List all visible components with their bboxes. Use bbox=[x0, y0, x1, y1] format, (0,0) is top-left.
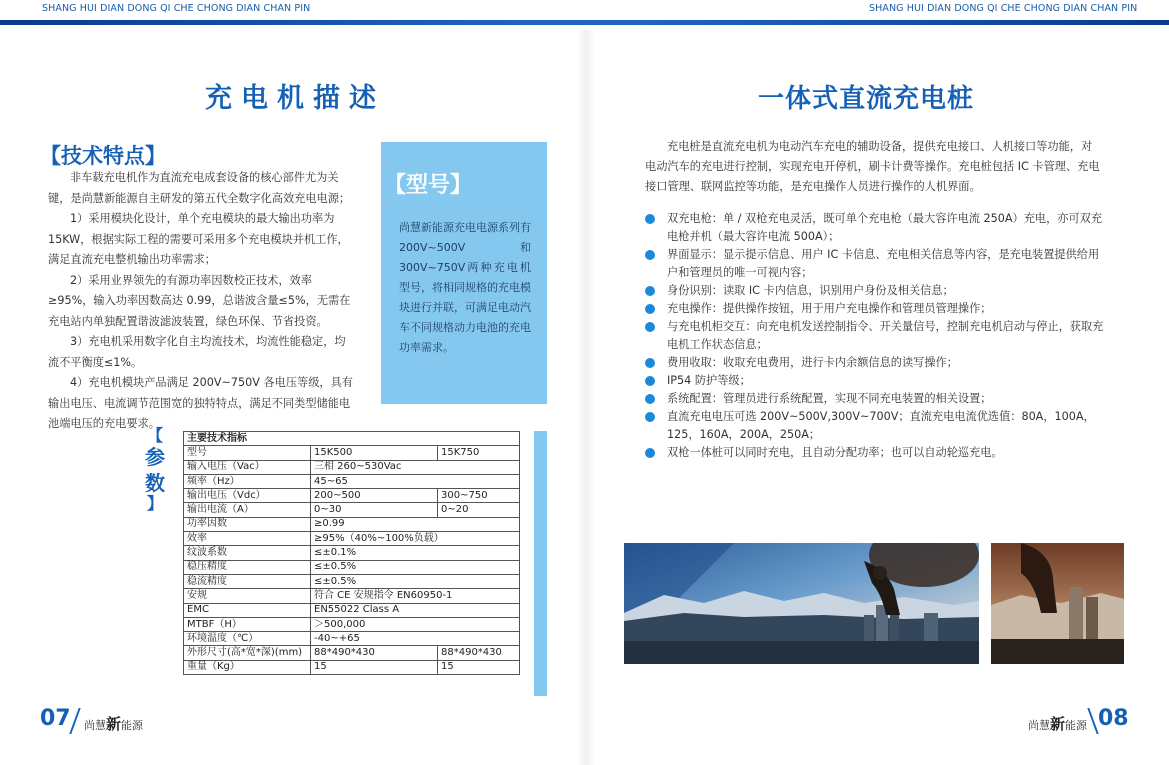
params-char: 参 bbox=[145, 445, 165, 469]
brand-part: 尚慧 bbox=[1028, 719, 1050, 732]
spec-value: ≥95%（40%~100%负载） bbox=[311, 532, 520, 546]
feature-item bbox=[645, 390, 1105, 408]
spec-value: 45~65 bbox=[311, 474, 520, 488]
spec-table-title: 主要技术指标 bbox=[184, 432, 520, 446]
city-chess-photo-art bbox=[624, 543, 979, 664]
feature-item bbox=[645, 354, 1105, 372]
feature-text: 界面显示：显示提示信息、用户 IC 卡信息、充电相关信息等内容，是充电装置提供给用户和管理员的唯一可视内容； bbox=[667, 248, 1100, 279]
brand-part: 新 bbox=[1050, 715, 1066, 733]
feature-item bbox=[645, 444, 1105, 462]
right-footer-slash bbox=[1087, 708, 1098, 734]
feature-list bbox=[645, 210, 1105, 462]
spec-label: 重量（Kg） bbox=[184, 660, 311, 674]
feature-text: 充电操作：提供操作按钮，用于用户充电操作和管理员管理操作； bbox=[667, 302, 992, 315]
spec-row bbox=[184, 632, 520, 646]
spec-value-alt: 0~20 bbox=[438, 503, 520, 517]
bullet-dot-icon bbox=[645, 250, 655, 260]
feature-item bbox=[645, 372, 1105, 390]
spec-row bbox=[184, 589, 520, 603]
spec-value-alt: 88*490*430 bbox=[438, 646, 520, 660]
spec-row bbox=[184, 532, 520, 546]
tech-paragraph: 2）采用业界领先的有源功率因数校正技术，效率≥95%，输入功率因数高达 0.99，总谐波含量≤5%，无需在充电站内单独配置谐波滤波装置，绿色环保、节省投资。 bbox=[48, 273, 351, 328]
bullet-dot-icon bbox=[645, 304, 655, 314]
bullet-dot-icon bbox=[645, 412, 655, 422]
spec-row bbox=[184, 546, 520, 560]
right-footer-brand bbox=[1028, 713, 1087, 734]
spec-value: ＞500,000 bbox=[311, 617, 520, 631]
spec-label: MTBF（H） bbox=[184, 617, 311, 631]
spec-value: 符合 CE 安规指令 EN60950-1 bbox=[311, 589, 520, 603]
bullet-dot-icon bbox=[645, 214, 655, 224]
feature-text: IP54 防护等级； bbox=[667, 374, 751, 387]
feature-text: 直流充电电压可选 200V~500V,300V~700V；直流充电电流优选值：80A，100A，125，160A，200A，250A； bbox=[667, 410, 1095, 441]
params-char: 数 bbox=[145, 471, 165, 495]
spec-label: EMC bbox=[184, 603, 311, 617]
spec-value: ≤±0.5% bbox=[311, 560, 520, 574]
spec-label: 输入电压（Vac） bbox=[184, 460, 311, 474]
bullet-dot-icon bbox=[645, 394, 655, 404]
spec-value: ≤±0.1% bbox=[311, 546, 520, 560]
tech-paragraph: 4）充电机模块产品满足 200V~750V 各电压等级，具有输出电压、电流调节范围宽的独特特点，满足不同类型储能电池端电压的充电要求。 bbox=[48, 376, 353, 430]
feature-item bbox=[645, 210, 1105, 246]
header-pinyin-left: SHANG HUI DIAN DONG QI CHE CHONG DIAN CHAN PIN bbox=[42, 3, 311, 14]
feature-item bbox=[645, 300, 1105, 318]
city-closeup-photo bbox=[991, 543, 1124, 664]
right-page-number: 08 bbox=[1098, 706, 1129, 731]
left-footer-brand bbox=[84, 713, 143, 734]
bullet-dot-icon bbox=[645, 358, 655, 368]
feature-text: 身份识别：读取 IC 卡内信息，识别用户身份及相关信息； bbox=[667, 284, 954, 297]
params-bracket-close: 】 bbox=[146, 494, 163, 513]
spec-label: 功率因数 bbox=[184, 517, 311, 531]
brand-part: 新 bbox=[106, 715, 122, 733]
page-fold-shadow bbox=[578, 30, 594, 765]
spec-row bbox=[184, 517, 520, 531]
spec-value: 15K500 bbox=[311, 446, 438, 460]
feature-item bbox=[645, 318, 1105, 354]
feature-item bbox=[645, 282, 1105, 300]
brand-part: 能源 bbox=[121, 719, 144, 732]
spec-label: 效率 bbox=[184, 532, 311, 546]
tech-paragraph: 3）充电机采用数字化自主均流技术，均流性能稳定，均流不平衡度≤1%。 bbox=[48, 335, 346, 369]
spec-row bbox=[184, 560, 520, 574]
params-vertical-heading bbox=[142, 428, 168, 512]
spec-label: 稳压精度 bbox=[184, 560, 311, 574]
spec-label: 纹波系数 bbox=[184, 546, 311, 560]
spec-label: 稳流精度 bbox=[184, 574, 311, 588]
spec-label: 外形尺寸(高*宽*深)(mm) bbox=[184, 646, 311, 660]
right-page-title: 一体式直流充电桩 bbox=[758, 84, 975, 114]
spec-table-title-row bbox=[184, 432, 520, 446]
spec-value: 0~30 bbox=[311, 503, 438, 517]
spec-row bbox=[184, 603, 520, 617]
model-heading: 【型号】 bbox=[384, 173, 473, 198]
spec-table bbox=[183, 431, 520, 675]
feature-text: 系统配置：管理员进行系统配置，实现不同充电装置的相关设置； bbox=[667, 392, 992, 405]
spec-row bbox=[184, 474, 520, 488]
bullet-dot-icon bbox=[645, 448, 655, 458]
bullet-dot-icon bbox=[645, 376, 655, 386]
spec-value: ≥0.99 bbox=[311, 517, 520, 531]
feature-text: 与充电机柜交互：向充电机发送控制指令、开关量信号，控制充电机启动与停止，获取充电机工作状态信息； bbox=[667, 320, 1104, 351]
feature-item bbox=[645, 246, 1105, 282]
spec-value-alt: 300~750 bbox=[438, 489, 520, 503]
spec-label: 输出电压（Vdc） bbox=[184, 489, 311, 503]
bullet-dot-icon bbox=[645, 322, 655, 332]
spec-value: 三相 260~530Vac bbox=[311, 460, 520, 474]
spec-label: 输出电流（A） bbox=[184, 503, 311, 517]
header-pinyin-right: SHANG HUI DIAN DONG QI CHE CHONG DIAN CHAN PIN bbox=[869, 3, 1138, 14]
feature-text: 双枪一体桩可以同时充电，且自动分配功率；也可以自动轮巡充电。 bbox=[667, 446, 1003, 459]
tech-paragraph: 非车载充电机作为直流充电成套设备的核心部件尤为关键，是尚慧新能源自主研发的第五代全数字化高效充电电源； bbox=[48, 171, 351, 205]
feature-text: 费用收取：收取充电费用，进行卡内余额信息的读写操作； bbox=[667, 356, 958, 369]
header-bar bbox=[0, 20, 1169, 25]
params-bracket-open: 【 bbox=[146, 426, 163, 445]
brand-part: 能源 bbox=[1065, 719, 1088, 732]
pile-intro: 充电桩是直流充电机为电动汽车充电的辅助设备，提供充电接口、人机接口等功能，对电动汽车的充电进行控制，实现充电开停机，刷卡计费等操作。充电桩包括 IC 卡管理、充电接口管理、联网监控等功能，是充电操作人员进行操作的人机界面。 bbox=[645, 140, 1100, 193]
spec-row bbox=[184, 460, 520, 474]
spec-value: 88*490*430 bbox=[311, 646, 438, 660]
spec-row bbox=[184, 617, 520, 631]
tech-features-text bbox=[48, 168, 354, 435]
spec-row bbox=[184, 660, 520, 674]
spec-value: ≤±0.5% bbox=[311, 574, 520, 588]
tech-features-heading: 【技术特点】 bbox=[40, 144, 166, 168]
model-text: 尚慧新能源充电电源系列有200V~500V和300V~750V两种充电机型号，将相同规格的充电模块进行并联，可满足电动汽车不同规格动力电池的充电功率需求。 bbox=[399, 221, 531, 354]
spec-row bbox=[184, 489, 520, 503]
spec-row bbox=[184, 503, 520, 517]
spec-label: 型号 bbox=[184, 446, 311, 460]
spec-value: 15 bbox=[311, 660, 438, 674]
spec-value: -40~+65 bbox=[311, 632, 520, 646]
spec-value: 200~500 bbox=[311, 489, 438, 503]
spec-label: 安规 bbox=[184, 589, 311, 603]
city-chess-photo bbox=[624, 543, 979, 664]
tech-paragraph: 1）采用模块化设计，单个充电模块的最大输出功率为15KW，根据实际工程的需要可采用多个充电模块并机工作，满足直流充电整机输出功率需求； bbox=[48, 212, 349, 266]
feature-item bbox=[645, 408, 1105, 444]
brand-part: 尚慧 bbox=[84, 719, 106, 732]
spec-label: 环境温度（℃） bbox=[184, 632, 311, 646]
left-footer-slash bbox=[69, 708, 80, 734]
spec-label: 频率（Hz） bbox=[184, 474, 311, 488]
spec-row bbox=[184, 574, 520, 588]
city-closeup-photo-art bbox=[991, 543, 1124, 664]
spec-row bbox=[184, 446, 520, 460]
left-page-title: 充电机描述 bbox=[205, 83, 385, 114]
feature-text: 双充电枪：单 / 双枪充电灵活，既可单个充电枪（最大容许电流 250A）充电，亦可双充电枪并机（最大容许电流 500A）； bbox=[667, 212, 1103, 243]
spec-value-alt: 15K750 bbox=[438, 446, 520, 460]
spec-value-alt: 15 bbox=[438, 660, 520, 674]
spec-row bbox=[184, 646, 520, 660]
spec-value: EN55022 Class A bbox=[311, 603, 520, 617]
params-side-bar bbox=[534, 431, 547, 696]
left-page-number: 07 bbox=[40, 706, 71, 731]
bullet-dot-icon bbox=[645, 286, 655, 296]
